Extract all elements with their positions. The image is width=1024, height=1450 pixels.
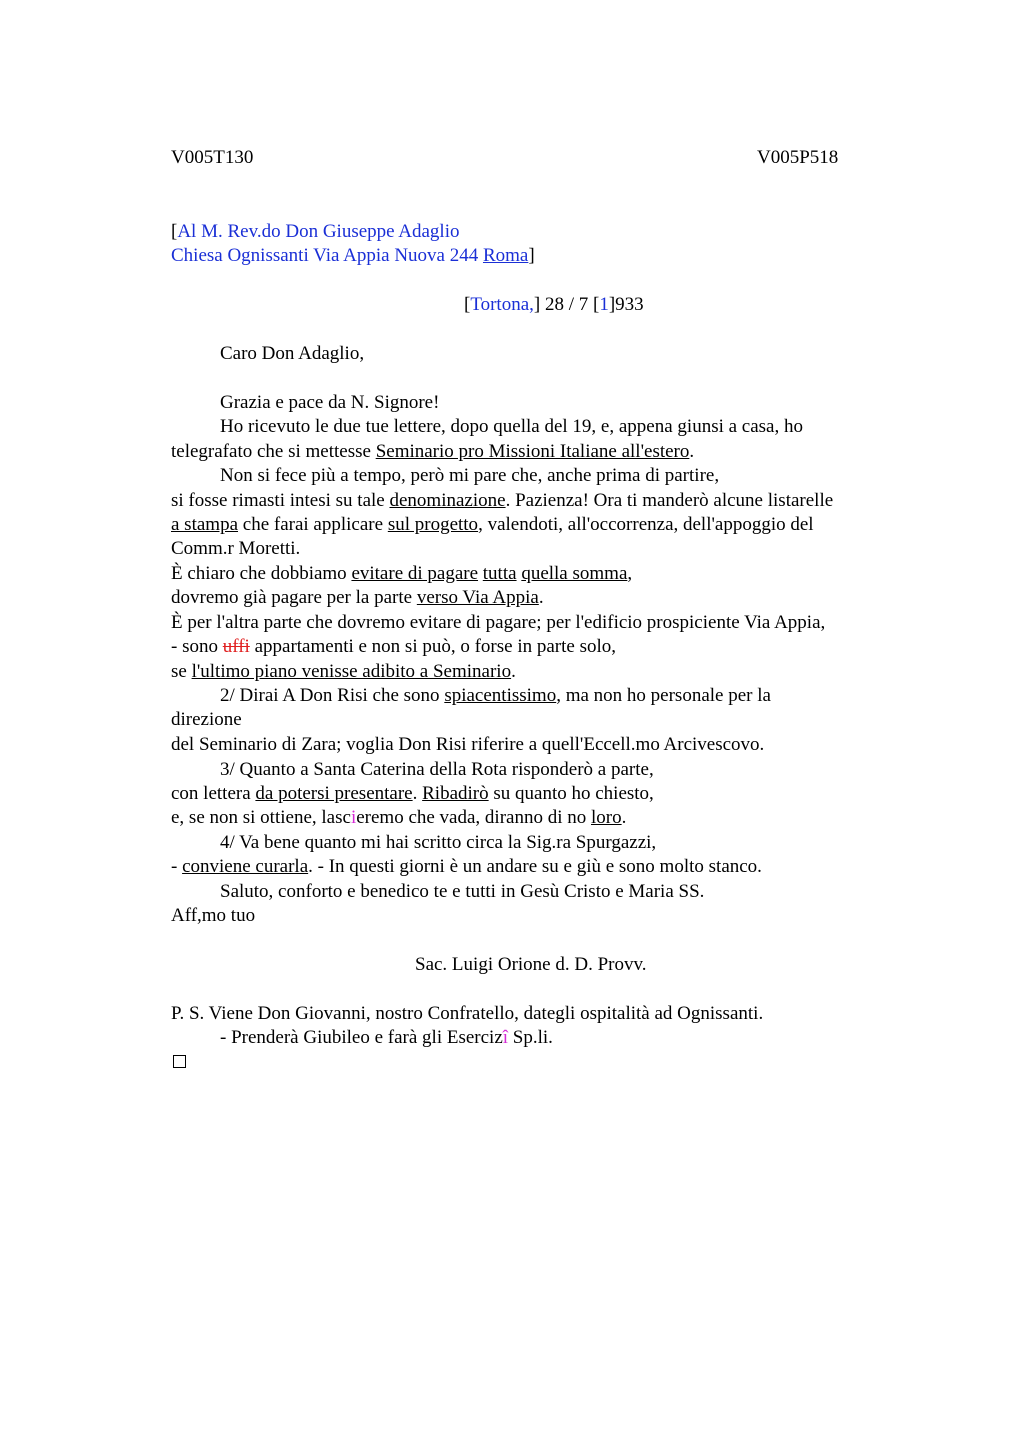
address-line-2	[171, 244, 535, 268]
underlined-text: loro	[591, 807, 622, 828]
postscript-line: P. S. Viene Don Giovanni, nostro Confratello, dategli ospitalità ad Ognissanti.	[171, 1003, 764, 1024]
body-line	[171, 586, 544, 610]
text: - Prenderà Giubileo e farà gli Eserciz	[220, 1027, 503, 1048]
postscript-line	[220, 1026, 553, 1050]
underlined-text: a stampa	[171, 514, 239, 535]
dateline-part: ] 28 / 7 [	[533, 294, 600, 315]
text: dovremo già pagare per la parte	[171, 587, 417, 608]
salutation: Caro Don Adaglio,	[220, 343, 365, 364]
underlined-text: sul progetto	[387, 514, 479, 535]
body-line	[171, 782, 654, 806]
text: , valendoti, all'occorrenza, dell'appoggio del	[478, 514, 814, 535]
dateline-part: [	[464, 294, 471, 315]
text: ,	[627, 563, 633, 584]
struck-text: uffi	[222, 636, 250, 657]
body-line: 3/ Quanto a Santa Caterina della Rota risponderò a parte,	[220, 759, 654, 780]
text: si fosse rimasti intesi su tale	[171, 490, 390, 511]
document-code-right: V005P518	[757, 147, 839, 168]
text: eremo che vada, diranno di no	[356, 807, 591, 828]
text: Sp.li.	[508, 1027, 553, 1048]
dateline-digit: 1	[599, 294, 609, 315]
text: .	[689, 441, 695, 462]
text: .	[538, 587, 544, 608]
dateline	[464, 293, 644, 317]
body-line: direzione	[171, 709, 242, 730]
body-line	[171, 562, 632, 586]
body-line: Grazia e pace da N. Signore!	[220, 392, 440, 413]
underlined-text: verso Via Appia	[416, 587, 539, 608]
text: 2/ Dirai A Don Risi che sono	[220, 685, 445, 706]
recipient-city: Roma	[482, 245, 529, 266]
text: . - In questi giorni è un andare su e giù e sono molto stanco.	[308, 856, 762, 877]
underlined-text: tutta	[482, 563, 517, 584]
dateline-part: ]933	[608, 294, 644, 315]
bracket: [	[171, 221, 178, 242]
underlined-text: evitare di pagare	[351, 563, 479, 584]
body-line	[171, 855, 762, 879]
text: su quanto ho chiesto,	[488, 783, 654, 804]
text: .	[621, 807, 627, 828]
text: .	[412, 783, 423, 804]
body-line: del Seminario di Zara; voglia Don Risi riferire a quell'Eccell.mo Arcivescovo.	[171, 734, 765, 755]
dateline-place: Tortona,	[470, 294, 534, 315]
underlined-text: Seminario pro Missioni Italiane all'estero	[375, 441, 690, 462]
bracket: ]	[528, 245, 535, 266]
body-line	[171, 806, 626, 830]
body-line: 4/ Va bene quanto mi hai scritto circa la Sig.ra Spurgazzi,	[220, 832, 657, 853]
text: telegrafato che si mettesse	[171, 441, 376, 462]
body-line: Comm.r Moretti.	[171, 538, 301, 559]
text: -	[171, 856, 183, 877]
text: che farai applicare	[238, 514, 388, 535]
underlined-text: da potersi presentare	[255, 783, 413, 804]
recipient-address: Chiesa Ognissanti Via Appia Nuova 244	[171, 245, 483, 266]
body-line	[171, 440, 694, 464]
text: - sono	[171, 636, 223, 657]
text: È chiaro che dobbiamo	[171, 563, 352, 584]
closing: Aff,mo tuo	[171, 905, 256, 926]
body-line	[171, 635, 616, 659]
corrected-letter: î	[502, 1027, 509, 1048]
signature: Sac. Luigi Orione d. D. Provv.	[415, 954, 647, 975]
text: appartamenti e non si può, o forse in parte solo,	[249, 636, 617, 657]
text: se	[171, 661, 192, 682]
text: , ma non ho personale per la	[556, 685, 771, 706]
body-line	[220, 684, 771, 708]
document-code-left: V005T130	[171, 147, 254, 168]
text: e, se non si ottiene, lasc	[171, 807, 351, 828]
underlined-text: l'ultimo piano venisse adibito a Seminario	[191, 661, 512, 682]
underlined-text: denominazione	[389, 490, 506, 511]
body-line: È per l'altra parte che dovremo evitare di pagare; per l'edificio prospiciente Via Appia,	[171, 612, 826, 633]
text: con lettera	[171, 783, 256, 804]
body-line: Ho ricevuto le due tue lettere, dopo quella del 19, e, appena giunsi a casa, ho	[220, 416, 803, 437]
underlined-text: quella somma	[521, 563, 628, 584]
recipient: Al M. Rev.do Don Giuseppe Adaglio	[177, 221, 460, 242]
checkbox-icon	[173, 1055, 186, 1068]
body-line	[171, 660, 516, 684]
text: . Pazienza! Ora ti manderò alcune listarelle	[505, 490, 834, 511]
underlined-text: Ribadirò	[422, 783, 489, 804]
address-line-1	[171, 220, 460, 244]
corrected-letter: i	[350, 807, 357, 828]
underlined-text: spiacentissimo	[444, 685, 557, 706]
body-line	[171, 513, 814, 537]
text: .	[511, 661, 516, 682]
body-line: Saluto, conforto e benedico te e tutti in Gesù Cristo e Maria SS.	[220, 881, 705, 902]
body-line	[171, 489, 833, 513]
underlined-text: conviene curarla	[182, 856, 309, 877]
body-line: Non si fece più a tempo, però mi pare che, anche prima di partire,	[220, 465, 720, 486]
